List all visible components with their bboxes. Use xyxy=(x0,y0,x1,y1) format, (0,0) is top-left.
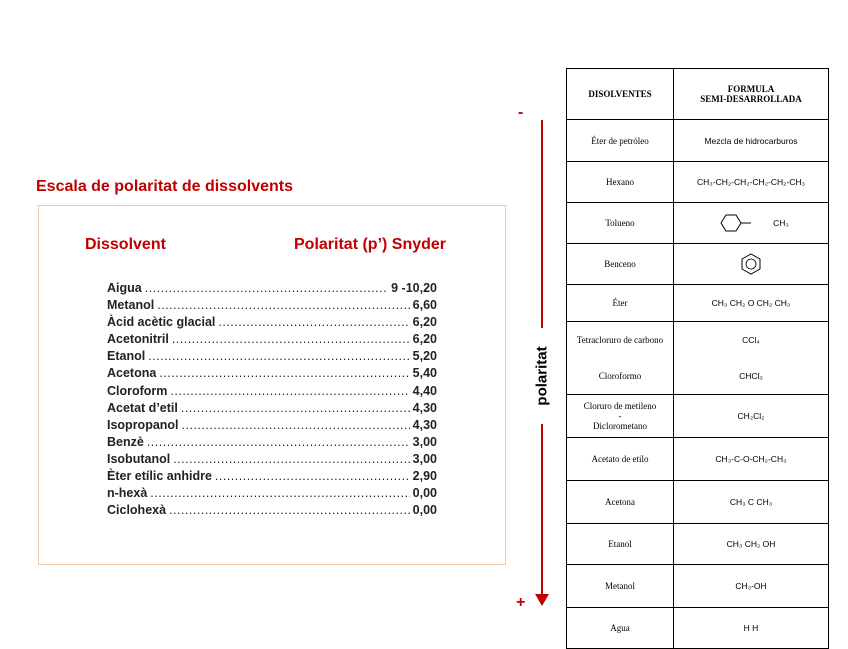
table-cell-formula: CH₃ CH₂ OH xyxy=(674,524,829,564)
table-cell-solvent: Tolueno xyxy=(567,203,674,243)
dot-leader xyxy=(173,451,409,468)
polarity-value: 3,00 xyxy=(412,451,437,466)
formula-header-line2: SEMI-DESARROLLADA xyxy=(700,94,802,104)
polarity-value: 0,00 xyxy=(412,503,437,518)
toluene-ring-icon xyxy=(713,213,773,233)
dot-leader xyxy=(159,365,409,382)
dot-leader xyxy=(147,434,410,451)
table-cell-formula xyxy=(674,203,829,243)
polarity-value: 4,30 xyxy=(412,400,437,415)
table-cell-solvent: Agua xyxy=(567,608,674,648)
table-cell-formula: CH₃-CH₂-CH₂-CH₂-CH₂-CH₃ xyxy=(674,162,829,202)
dot-leader xyxy=(170,383,409,400)
table-cell-formula: Mezcla de hidrocarburos xyxy=(674,120,829,161)
table-row xyxy=(567,395,829,438)
table-cell-formula: CH₃ CH₂ O CH₂ CH₃ xyxy=(674,285,829,321)
list-item xyxy=(107,400,437,417)
table-cell-solvent: Acetato de etilo xyxy=(567,438,674,480)
table-cell-formula xyxy=(674,244,829,284)
dot-leader xyxy=(218,314,409,331)
table-row xyxy=(567,608,829,649)
table-header-solvents: DISOLVENTES xyxy=(567,69,674,119)
formula-header-line1: FORMULA xyxy=(727,84,775,94)
list-item xyxy=(107,434,437,451)
dot-leader xyxy=(182,417,410,434)
list-item xyxy=(107,348,437,365)
polarity-value: 5,20 xyxy=(412,349,437,364)
list-item xyxy=(107,417,437,434)
polarity-value: 3,00 xyxy=(412,434,437,449)
solvent-name: Acetona xyxy=(107,366,157,381)
list-item xyxy=(107,297,437,314)
table-cell-formula: CH₃-C-O-CH₂-CH₃ xyxy=(674,438,829,480)
solvent-chloroform: Cloroformo xyxy=(598,371,642,381)
dot-leader xyxy=(172,331,410,348)
table-row xyxy=(567,162,829,203)
list-item xyxy=(107,502,437,519)
page-title: Escala de polaritat de dissolvents xyxy=(36,178,293,195)
table-cell-formula: CH₂Cl₂ xyxy=(674,395,829,437)
table-cell-formula: CH₃-OH xyxy=(674,565,829,607)
solvent-name: Aigua xyxy=(107,281,142,295)
list-item xyxy=(107,383,437,400)
table-cell-solvent: Hexano xyxy=(567,162,674,202)
solvent-formula-table xyxy=(566,68,829,649)
solvent-name: Isopropanol xyxy=(107,417,179,432)
axis-minus-sign: - xyxy=(518,104,524,121)
polarity-value: 6,60 xyxy=(412,298,437,313)
solvent-name-line2: - xyxy=(618,411,622,421)
solvent-name: Metanol xyxy=(107,298,155,313)
polarity-value: 0,00 xyxy=(412,486,437,501)
table-row xyxy=(567,524,829,565)
dot-leader xyxy=(169,502,410,519)
list-item xyxy=(107,451,437,468)
table-cell-formula: CH₃ C CH₃ xyxy=(674,481,829,523)
table-header-formula xyxy=(674,69,829,119)
dot-leader xyxy=(148,348,409,365)
solvent-name: Àcid acètic glacial xyxy=(107,315,216,330)
list-item xyxy=(107,468,437,485)
dot-leader xyxy=(157,297,409,314)
table-header-row xyxy=(567,69,829,120)
dot-leader xyxy=(215,468,410,485)
table-cell-formula: H H xyxy=(674,608,829,648)
polarity-value: 4,40 xyxy=(412,383,437,398)
table-row xyxy=(567,244,829,285)
polarity-value: 9 -10,20 xyxy=(391,281,437,295)
solvent-name: Etanol xyxy=(107,349,146,364)
table-cell-solvent: Éter de petróleo xyxy=(567,120,674,161)
solvent-list xyxy=(107,280,437,519)
table-cell-formula xyxy=(674,322,829,394)
list-item xyxy=(107,280,437,297)
polarity-value: 2,90 xyxy=(412,469,437,484)
formula-ccl4: CCl₄ xyxy=(742,335,760,345)
solvent-name: Èter etílic anhidre xyxy=(107,469,212,484)
table-row xyxy=(567,438,829,481)
table-cell-solvent: Acetona xyxy=(567,481,674,523)
table-row xyxy=(567,120,829,162)
list-item xyxy=(107,314,437,331)
polarity-header: Polaritat (p’) Snyder xyxy=(294,236,447,253)
solvent-name: Benzè xyxy=(107,434,144,449)
solvent-name: n-hexà xyxy=(107,486,148,501)
polarity-value: 5,40 xyxy=(412,366,437,381)
dot-leader xyxy=(145,280,388,297)
benzene-ring-icon xyxy=(739,252,763,276)
solvent-name: Acetat d’etil xyxy=(107,400,178,415)
list-item xyxy=(107,331,437,348)
solvent-ccl4: Tetracloruro de carbono xyxy=(576,335,664,345)
table-cell-solvent xyxy=(567,395,674,437)
table-cell-solvent: Metanol xyxy=(567,565,674,607)
solvent-name: Acetonitril xyxy=(107,332,169,347)
solvent-name-line3: Diclorometano xyxy=(593,421,647,431)
polarity-value: 6,20 xyxy=(412,315,437,330)
table-cell-solvent xyxy=(567,322,674,394)
table-cell-solvent: Éter xyxy=(567,285,674,321)
axis-plus-sign: + xyxy=(516,594,526,611)
list-item xyxy=(107,485,437,502)
solvent-name: Ciclohexà xyxy=(107,503,167,518)
table-row xyxy=(567,285,829,322)
table-row xyxy=(567,565,829,608)
table-row xyxy=(567,481,829,524)
dot-leader xyxy=(181,400,410,417)
table-row xyxy=(567,322,829,395)
polarity-value: 6,20 xyxy=(412,332,437,347)
table-row xyxy=(567,203,829,244)
polarity-value: 4,30 xyxy=(412,417,437,432)
list-item xyxy=(107,365,437,382)
toluene-methyl-label: CH₃ xyxy=(773,218,789,228)
arrow-down-icon xyxy=(535,594,549,606)
formula-chloroform: CHCl₃ xyxy=(739,371,763,381)
table-cell-solvent: Etanol xyxy=(567,524,674,564)
dot-leader xyxy=(150,485,409,502)
polarity-scale-card xyxy=(38,205,506,565)
solvent-name: Cloroform xyxy=(107,383,168,398)
solvent-name: Isobutanol xyxy=(107,451,171,466)
polarity-axis-label: polaritat xyxy=(533,346,551,406)
solvent-name-line1: Cloruro de metileno xyxy=(583,401,657,411)
solvent-header: Dissolvent xyxy=(85,236,166,253)
table-cell-solvent: Benceno xyxy=(567,244,674,284)
